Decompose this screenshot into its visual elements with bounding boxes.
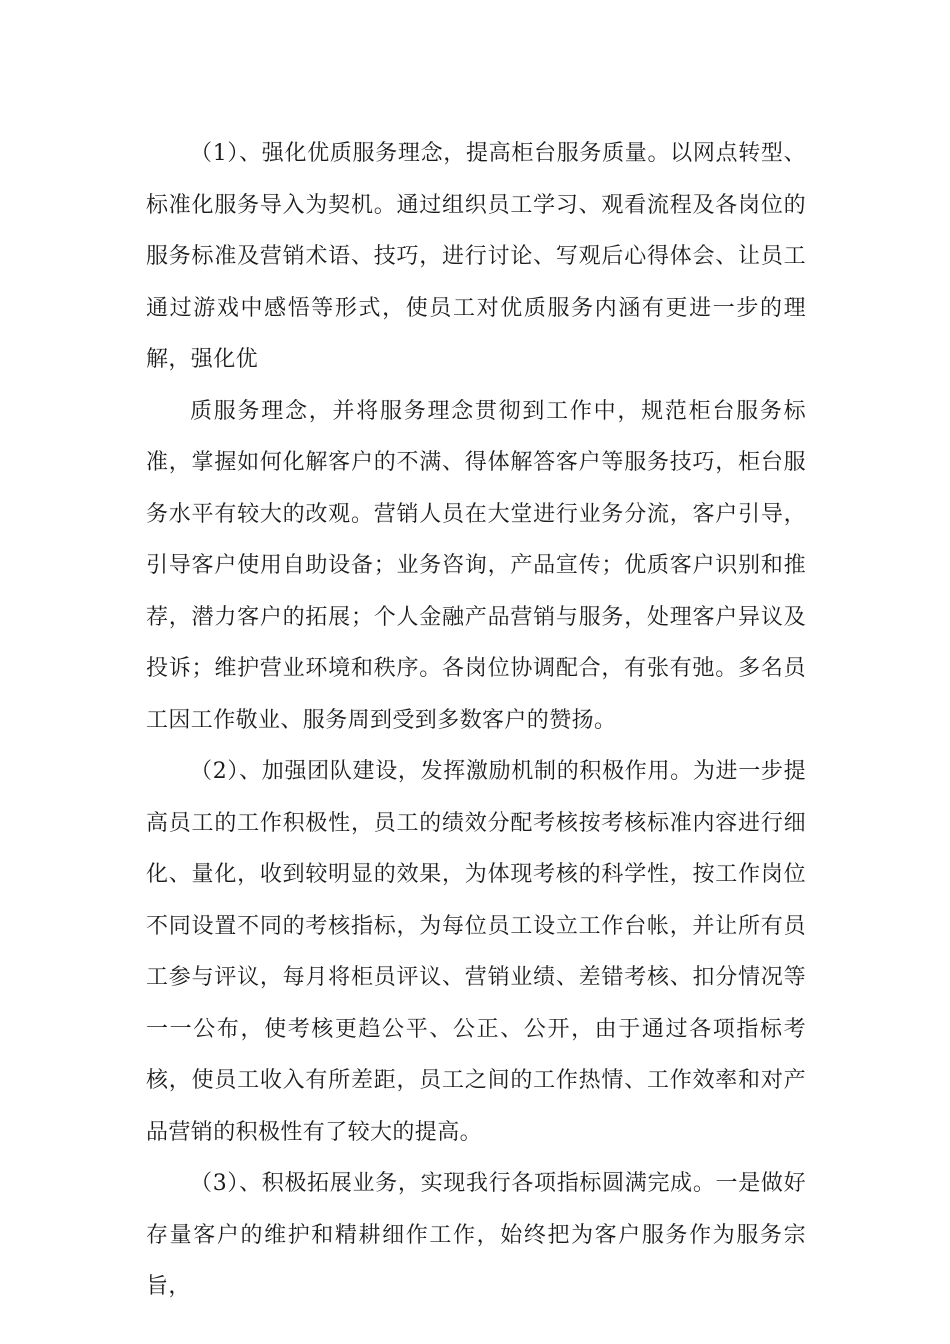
paragraph-team-building: （2）、加强团队建设，发挥激励机制的积极作用。为进一步提高员工的工作积极性，员工的绩效分配考核按考核标准内容进行细化、量化，收到较明显的效果，为体现考核的科学性，按工作岗位不同设置不同的考核指标，为每位员工设立工作台帐，并让所有员工参与评议，每月将柜员评议、营销业绩、差错考核、扣分情况等一一公布，使考核更趋公平、公正、公开，由于通过各项指标考核，使员工收入有所差距，员工之间的工作热情、工作效率和对产品营销的积极性有了较大的提高。 [146, 759, 806, 1145]
document-body [146, 128, 806, 1313]
paragraph-business-expansion: （3）、积极拓展业务，实现我行各项指标圆满完成。一是做好存量客户的维护和精耕细作工作，始终把为客户服务作为服务宗旨， [146, 1171, 806, 1299]
paragraph-service-quality: （1）、强化优质服务理念，提高柜台服务质量。以网点转型、标准化服务导入为契机。通过组织员工学习、观看流程及各岗位的服务标准及营销术语、技巧，进行讨论、写观后心得体会、让员工通过游戏中感悟等形式，使员工对优质服务内涵有更进一步的理解，强化优 [146, 141, 806, 372]
paragraph-service-concept: 质服务理念，并将服务理念贯彻到工作中，规范柜台服务标准，掌握如何化解客户的不满、得体解答客户等服务技巧，柜台服务水平有较大的改观。营销人员在大堂进行业务分流，客户引导，引导客户使用自助设备；业务咨询，产品宣传；优质客户识别和推荐，潜力客户的拓展；个人金融产品营销与服务，处理客户异议及投诉；维护营业环境和秩序。各岗位协调配合，有张有弛。多名员工因工作敬业、服务周到受到多数客户的赞扬。 [146, 398, 806, 733]
